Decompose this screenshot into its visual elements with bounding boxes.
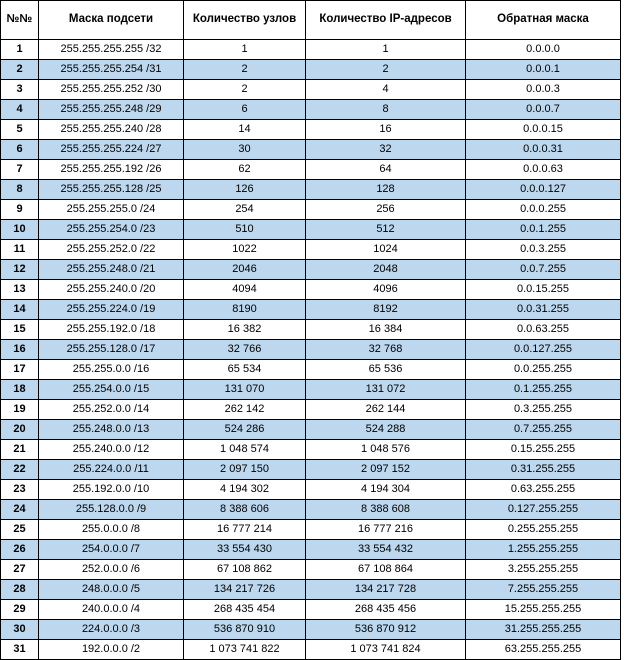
cell-wildcard-mask: 0.7.255.255 xyxy=(466,420,621,440)
cell-wildcard-mask: 0.3.255.255 xyxy=(466,400,621,420)
cell-ip-count: 16 xyxy=(306,120,466,140)
cell-ip-count: 67 108 864 xyxy=(306,560,466,580)
cell-subnet-mask: 255.255.255.248 /29 xyxy=(39,100,184,120)
row-number: 8 xyxy=(1,180,39,200)
cell-wildcard-mask: 0.0.7.255 xyxy=(466,260,621,280)
cell-host-count: 134 217 726 xyxy=(184,580,306,600)
cell-ip-count: 32 xyxy=(306,140,466,160)
cell-ip-count: 131 072 xyxy=(306,380,466,400)
cell-wildcard-mask: 0.0.0.15 xyxy=(466,120,621,140)
cell-host-count: 2 xyxy=(184,60,306,80)
cell-subnet-mask: 255.192.0.0 /10 xyxy=(39,480,184,500)
row-number: 31 xyxy=(1,640,39,660)
cell-wildcard-mask: 0.0.127.255 xyxy=(466,340,621,360)
table-row xyxy=(1,520,621,540)
cell-ip-count: 16 384 xyxy=(306,320,466,340)
table-row xyxy=(1,480,621,500)
cell-host-count: 32 766 xyxy=(184,340,306,360)
cell-wildcard-mask: 15.255.255.255 xyxy=(466,600,621,620)
cell-host-count: 8 388 606 xyxy=(184,500,306,520)
cell-host-count: 4094 xyxy=(184,280,306,300)
table-body xyxy=(1,40,621,660)
column-header-wildcard-mask: Обратная маска xyxy=(466,1,621,40)
cell-host-count: 1 073 741 822 xyxy=(184,640,306,660)
cell-host-count: 1 xyxy=(184,40,306,60)
table-row xyxy=(1,580,621,600)
cell-subnet-mask: 255.255.255.192 /26 xyxy=(39,160,184,180)
cell-ip-count: 128 xyxy=(306,180,466,200)
table-row xyxy=(1,540,621,560)
row-number: 23 xyxy=(1,480,39,500)
cell-subnet-mask: 255.255.255.255 /32 xyxy=(39,40,184,60)
cell-host-count: 510 xyxy=(184,220,306,240)
cell-subnet-mask: 255.255.224.0 /19 xyxy=(39,300,184,320)
cell-host-count: 16 777 214 xyxy=(184,520,306,540)
table-row xyxy=(1,380,621,400)
cell-subnet-mask: 255.224.0.0 /11 xyxy=(39,460,184,480)
cell-wildcard-mask: 63.255.255.255 xyxy=(466,640,621,660)
cell-subnet-mask: 252.0.0.0 /6 xyxy=(39,560,184,580)
cell-subnet-mask: 248.0.0.0 /5 xyxy=(39,580,184,600)
cell-wildcard-mask: 0.63.255.255 xyxy=(466,480,621,500)
cell-wildcard-mask: 0.0.63.255 xyxy=(466,320,621,340)
cell-ip-count: 65 536 xyxy=(306,360,466,380)
cell-ip-count: 1 073 741 824 xyxy=(306,640,466,660)
table-row xyxy=(1,100,621,120)
cell-wildcard-mask: 7.255.255.255 xyxy=(466,580,621,600)
cell-wildcard-mask: 0.0.0.7 xyxy=(466,100,621,120)
cell-wildcard-mask: 0.255.255.255 xyxy=(466,520,621,540)
cell-subnet-mask: 255.255.255.128 /25 xyxy=(39,180,184,200)
cell-subnet-mask: 255.255.255.254 /31 xyxy=(39,60,184,80)
cell-wildcard-mask: 0.0.15.255 xyxy=(466,280,621,300)
cell-subnet-mask: 255.255.0.0 /16 xyxy=(39,360,184,380)
row-number: 12 xyxy=(1,260,39,280)
cell-host-count: 2 097 150 xyxy=(184,460,306,480)
cell-host-count: 2 xyxy=(184,80,306,100)
cell-host-count: 62 xyxy=(184,160,306,180)
cell-ip-count: 1024 xyxy=(306,240,466,260)
row-number: 17 xyxy=(1,360,39,380)
cell-host-count: 33 554 430 xyxy=(184,540,306,560)
row-number: 28 xyxy=(1,580,39,600)
cell-ip-count: 524 288 xyxy=(306,420,466,440)
cell-ip-count: 8 xyxy=(306,100,466,120)
cell-subnet-mask: 255.255.192.0 /18 xyxy=(39,320,184,340)
cell-ip-count: 2048 xyxy=(306,260,466,280)
row-number: 5 xyxy=(1,120,39,140)
cell-ip-count: 256 xyxy=(306,200,466,220)
row-number: 7 xyxy=(1,160,39,180)
cell-host-count: 16 382 xyxy=(184,320,306,340)
cell-host-count: 65 534 xyxy=(184,360,306,380)
cell-host-count: 14 xyxy=(184,120,306,140)
cell-wildcard-mask: 0.0.1.255 xyxy=(466,220,621,240)
cell-ip-count: 2 xyxy=(306,60,466,80)
row-number: 24 xyxy=(1,500,39,520)
cell-subnet-mask: 240.0.0.0 /4 xyxy=(39,600,184,620)
row-number: 27 xyxy=(1,560,39,580)
column-header-number: №№ xyxy=(1,1,39,40)
cell-ip-count: 4096 xyxy=(306,280,466,300)
cell-ip-count: 268 435 456 xyxy=(306,600,466,620)
cell-host-count: 254 xyxy=(184,200,306,220)
table-row xyxy=(1,40,621,60)
cell-host-count: 4 194 302 xyxy=(184,480,306,500)
cell-subnet-mask: 255.255.255.224 /27 xyxy=(39,140,184,160)
cell-subnet-mask: 255.0.0.0 /8 xyxy=(39,520,184,540)
cell-subnet-mask: 255.255.255.240 /28 xyxy=(39,120,184,140)
table-row xyxy=(1,80,621,100)
cell-subnet-mask: 255.254.0.0 /15 xyxy=(39,380,184,400)
row-number: 3 xyxy=(1,80,39,100)
column-header-host-count: Количество узлов xyxy=(184,1,306,40)
cell-wildcard-mask: 1.255.255.255 xyxy=(466,540,621,560)
cell-subnet-mask: 255.248.0.0 /13 xyxy=(39,420,184,440)
cell-wildcard-mask: 0.0.31.255 xyxy=(466,300,621,320)
cell-subnet-mask: 255.252.0.0 /14 xyxy=(39,400,184,420)
cell-wildcard-mask: 0.0.0.1 xyxy=(466,60,621,80)
row-number: 29 xyxy=(1,600,39,620)
cell-ip-count: 2 097 152 xyxy=(306,460,466,480)
cell-ip-count: 64 xyxy=(306,160,466,180)
cell-ip-count: 4 194 304 xyxy=(306,480,466,500)
cell-host-count: 536 870 910 xyxy=(184,620,306,640)
cell-host-count: 131 070 xyxy=(184,380,306,400)
cell-subnet-mask: 255.255.248.0 /21 xyxy=(39,260,184,280)
cell-subnet-mask: 255.255.255.0 /24 xyxy=(39,200,184,220)
cell-host-count: 2046 xyxy=(184,260,306,280)
row-number: 21 xyxy=(1,440,39,460)
table-row xyxy=(1,180,621,200)
table-row xyxy=(1,140,621,160)
cell-wildcard-mask: 0.127.255.255 xyxy=(466,500,621,520)
row-number: 4 xyxy=(1,100,39,120)
cell-host-count: 268 435 454 xyxy=(184,600,306,620)
table-row xyxy=(1,300,621,320)
row-number: 26 xyxy=(1,540,39,560)
table-row xyxy=(1,560,621,580)
row-number: 30 xyxy=(1,620,39,640)
row-number: 10 xyxy=(1,220,39,240)
row-number: 13 xyxy=(1,280,39,300)
table-row xyxy=(1,400,621,420)
cell-subnet-mask: 255.128.0.0 /9 xyxy=(39,500,184,520)
cell-ip-count: 1 048 576 xyxy=(306,440,466,460)
column-header-ip-count: Количество IP-адресов xyxy=(306,1,466,40)
row-number: 6 xyxy=(1,140,39,160)
cell-wildcard-mask: 0.15.255.255 xyxy=(466,440,621,460)
cell-wildcard-mask: 0.1.255.255 xyxy=(466,380,621,400)
cell-host-count: 8190 xyxy=(184,300,306,320)
cell-host-count: 30 xyxy=(184,140,306,160)
cell-wildcard-mask: 3.255.255.255 xyxy=(466,560,621,580)
table-row xyxy=(1,340,621,360)
cell-host-count: 262 142 xyxy=(184,400,306,420)
cell-subnet-mask: 255.255.240.0 /20 xyxy=(39,280,184,300)
table-row xyxy=(1,600,621,620)
cell-wildcard-mask: 0.31.255.255 xyxy=(466,460,621,480)
cell-ip-count: 262 144 xyxy=(306,400,466,420)
cell-wildcard-mask: 0.0.0.3 xyxy=(466,80,621,100)
row-number: 18 xyxy=(1,380,39,400)
row-number: 16 xyxy=(1,340,39,360)
cell-wildcard-mask: 0.0.0.0 xyxy=(466,40,621,60)
cell-wildcard-mask: 0.0.3.255 xyxy=(466,240,621,260)
cell-host-count: 126 xyxy=(184,180,306,200)
cell-ip-count: 512 xyxy=(306,220,466,240)
cell-ip-count: 1 xyxy=(306,40,466,60)
table-row xyxy=(1,220,621,240)
cell-ip-count: 8 388 608 xyxy=(306,500,466,520)
table-row xyxy=(1,200,621,220)
cell-host-count: 524 286 xyxy=(184,420,306,440)
table-row xyxy=(1,120,621,140)
table-row xyxy=(1,320,621,340)
row-number: 14 xyxy=(1,300,39,320)
cell-subnet-mask: 254.0.0.0 /7 xyxy=(39,540,184,560)
table-row xyxy=(1,160,621,180)
row-number: 15 xyxy=(1,320,39,340)
table-row xyxy=(1,60,621,80)
cell-host-count: 1 048 574 xyxy=(184,440,306,460)
cell-wildcard-mask: 31.255.255.255 xyxy=(466,620,621,640)
cell-subnet-mask: 224.0.0.0 /3 xyxy=(39,620,184,640)
cell-host-count: 6 xyxy=(184,100,306,120)
cell-subnet-mask: 255.240.0.0 /12 xyxy=(39,440,184,460)
cell-wildcard-mask: 0.0.0.31 xyxy=(466,140,621,160)
row-number: 9 xyxy=(1,200,39,220)
cell-subnet-mask: 255.255.252.0 /22 xyxy=(39,240,184,260)
row-number: 25 xyxy=(1,520,39,540)
table-row xyxy=(1,460,621,480)
cell-ip-count: 4 xyxy=(306,80,466,100)
row-number: 22 xyxy=(1,460,39,480)
cell-wildcard-mask: 0.0.0.63 xyxy=(466,160,621,180)
cell-host-count: 67 108 862 xyxy=(184,560,306,580)
table-row xyxy=(1,620,621,640)
cell-ip-count: 536 870 912 xyxy=(306,620,466,640)
table-row xyxy=(1,360,621,380)
cell-subnet-mask: 255.255.254.0 /23 xyxy=(39,220,184,240)
cell-subnet-mask: 255.255.255.252 /30 xyxy=(39,80,184,100)
row-number: 1 xyxy=(1,40,39,60)
row-number: 19 xyxy=(1,400,39,420)
cell-subnet-mask: 255.255.128.0 /17 xyxy=(39,340,184,360)
table-header xyxy=(1,1,621,40)
table-row xyxy=(1,240,621,260)
table-row xyxy=(1,260,621,280)
cell-ip-count: 33 554 432 xyxy=(306,540,466,560)
cell-ip-count: 134 217 728 xyxy=(306,580,466,600)
cell-wildcard-mask: 0.0.255.255 xyxy=(466,360,621,380)
cell-ip-count: 8192 xyxy=(306,300,466,320)
row-number: 2 xyxy=(1,60,39,80)
table-row xyxy=(1,420,621,440)
cell-ip-count: 16 777 216 xyxy=(306,520,466,540)
cell-subnet-mask: 192.0.0.0 /2 xyxy=(39,640,184,660)
table-header-row xyxy=(1,1,621,40)
cell-ip-count: 32 768 xyxy=(306,340,466,360)
row-number: 11 xyxy=(1,240,39,260)
cell-wildcard-mask: 0.0.0.127 xyxy=(466,180,621,200)
table-row xyxy=(1,640,621,660)
table-row xyxy=(1,280,621,300)
cell-host-count: 1022 xyxy=(184,240,306,260)
column-header-subnet-mask: Маска подсети xyxy=(39,1,184,40)
table-row xyxy=(1,440,621,460)
cell-wildcard-mask: 0.0.0.255 xyxy=(466,200,621,220)
table-row xyxy=(1,500,621,520)
row-number: 20 xyxy=(1,420,39,440)
